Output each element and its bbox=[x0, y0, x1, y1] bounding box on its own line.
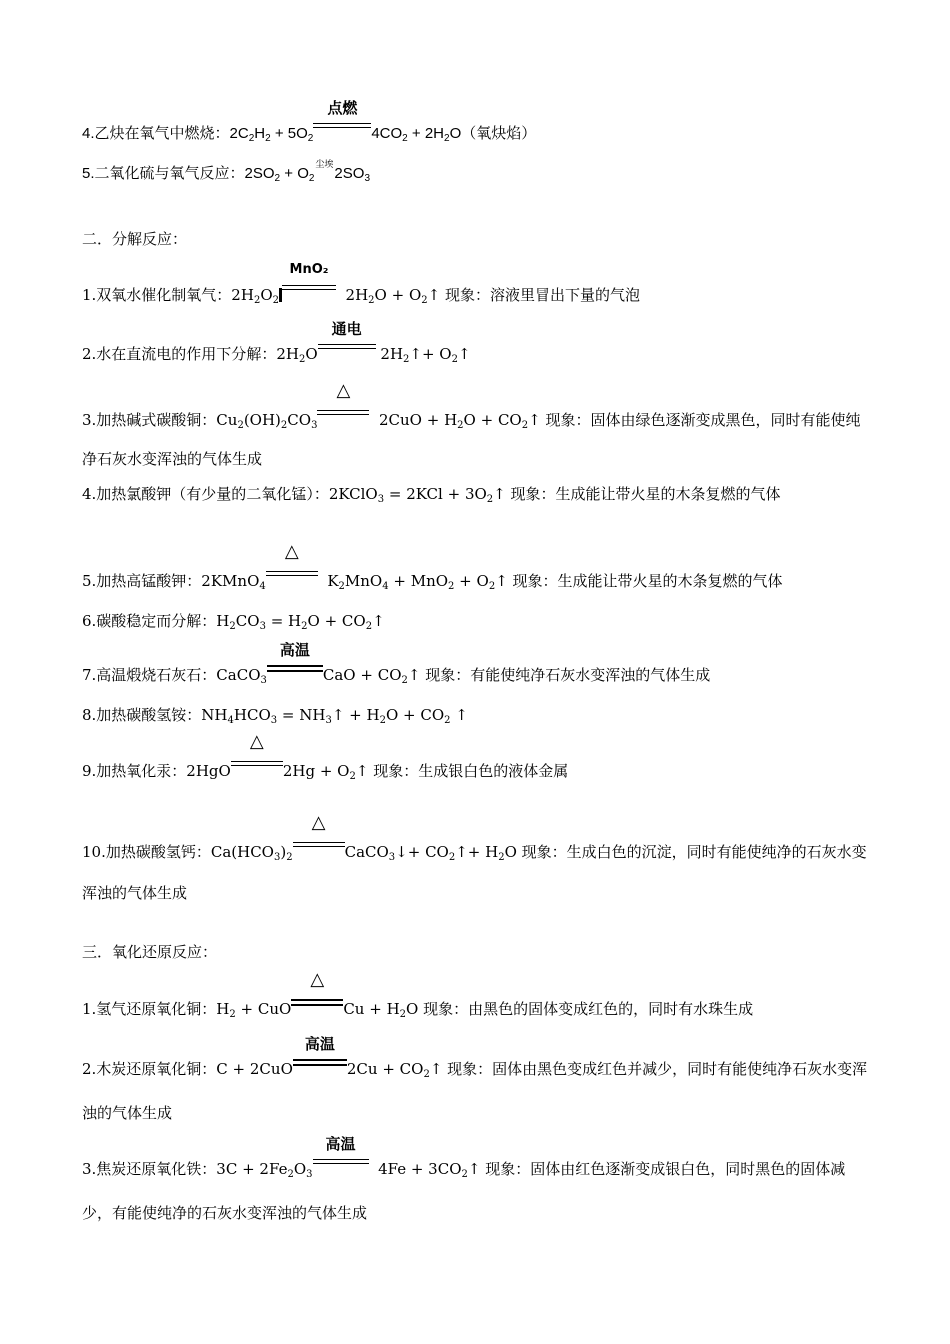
equation-line-acetylene bbox=[82, 99, 872, 145]
subscript: 4 bbox=[259, 581, 266, 592]
equation-line-potassium-chlorate bbox=[82, 476, 872, 513]
condition-label: MnO₂ bbox=[289, 262, 329, 277]
text: + O bbox=[454, 572, 489, 590]
subscript: 2 bbox=[444, 715, 451, 726]
subscript: 3 bbox=[273, 852, 281, 863]
text: O 现象：由黑色的固体变成红色的，同时有水珠生成 bbox=[406, 1000, 754, 1018]
text: O bbox=[260, 286, 273, 304]
text: 2Hg + O bbox=[282, 762, 350, 780]
reaction-condition-arrow bbox=[291, 969, 343, 1014]
text: ↑ 现象：生成银白色的液体金属 bbox=[355, 762, 569, 780]
text: ↑ 现象：生成能让带火星的木条复燃的气体 bbox=[495, 572, 783, 590]
equation-line-water-electrolysis bbox=[82, 320, 872, 365]
subscript: 2 bbox=[498, 852, 505, 863]
text: CO bbox=[287, 411, 312, 429]
reaction-condition-arrow bbox=[293, 812, 345, 857]
condition-label: 高温 bbox=[304, 1035, 335, 1053]
text: = H bbox=[265, 612, 302, 630]
subscript: 2 bbox=[457, 420, 464, 431]
text: 2H bbox=[380, 345, 404, 363]
text: 2H bbox=[345, 286, 369, 304]
subscript: 2 bbox=[421, 295, 428, 306]
text: ↑ 现象：生成能让带火星的木条复燃的气体 bbox=[493, 485, 781, 503]
condition-label: 点燃 bbox=[327, 99, 358, 117]
subscript: 3 bbox=[260, 675, 267, 686]
subscript: 2 bbox=[521, 420, 529, 431]
text: 2SO bbox=[334, 165, 365, 182]
subscript: 2 bbox=[253, 295, 261, 306]
text: 4CO bbox=[371, 125, 403, 142]
subscript: 2 bbox=[401, 675, 408, 686]
subscript: 2 bbox=[448, 581, 455, 592]
reaction-condition-arrow bbox=[267, 641, 323, 680]
subscript: 2 bbox=[301, 621, 308, 632]
equation-line-ammonium-bicarbonate bbox=[82, 704, 872, 726]
reaction-condition-arrow bbox=[313, 1135, 369, 1174]
text: 8.加热碳酸氢铵：NH bbox=[82, 706, 228, 724]
equation-line-basic-copper-carbonate bbox=[82, 380, 872, 479]
equation-line-sulfur-dioxide bbox=[82, 160, 872, 185]
subscript: 3 bbox=[311, 420, 318, 431]
condition-label: 尘埃 bbox=[315, 160, 334, 170]
text: ↑ 现象：固体由绿色逐渐变成黑色，同时有能使纯净石灰水变浑浊的气体生成 bbox=[82, 411, 861, 468]
subscript: 2 bbox=[265, 133, 271, 144]
subscript: 2 bbox=[349, 771, 356, 782]
text: ↑ 现象：溶液里冒出下量的气泡 bbox=[427, 286, 640, 304]
text: ↑+ O bbox=[409, 345, 452, 363]
subscript: 2 bbox=[272, 295, 279, 306]
equation-line-potassium-permanganate bbox=[82, 541, 872, 592]
subscript: 2 bbox=[461, 1169, 468, 1180]
subscript: 2 bbox=[365, 621, 373, 632]
condition-label: △ bbox=[311, 812, 326, 833]
subscript: 3 bbox=[388, 852, 396, 863]
text: ↑ bbox=[450, 706, 468, 724]
subscript: 2 bbox=[237, 420, 244, 431]
condition-label: △ bbox=[336, 380, 351, 401]
text: 2.水在直流电的作用下分解：2H bbox=[82, 345, 299, 363]
text: = NH bbox=[277, 706, 326, 724]
subscript: 2 bbox=[274, 173, 281, 184]
equation-line-mercury-oxide bbox=[82, 731, 872, 782]
text: ↓+ CO bbox=[395, 843, 449, 861]
text: 4.乙炔在氧气中燃烧：2C bbox=[82, 125, 249, 142]
text: 9.加热氧化汞：2HgO bbox=[82, 762, 231, 780]
subscript: 2 bbox=[451, 354, 458, 365]
section-heading-decomposition: 二．分解反应： bbox=[82, 230, 188, 248]
subscript: 3 bbox=[364, 173, 370, 184]
text: ↑ 现象：固体由红色逐渐变成银白色，同时黑色的固体减少，有能使纯净的石灰水变浑浊的气体生成 bbox=[82, 1160, 846, 1222]
text: 5.二氧化硫与氧气反应：2SO bbox=[82, 165, 275, 182]
equation-line-coke-reduction-iron bbox=[82, 1135, 872, 1235]
text: 2CuO + H bbox=[379, 411, 458, 429]
text: O + O bbox=[374, 286, 422, 304]
text: + MnO bbox=[388, 572, 449, 590]
double-line bbox=[266, 571, 318, 576]
condition-label: 高温 bbox=[279, 641, 310, 659]
subscript: 2 bbox=[368, 295, 375, 306]
subscript: 3 bbox=[377, 494, 385, 505]
subscript: 2 bbox=[280, 420, 288, 431]
text: 3.焦炭还原氧化铁：3C + 2Fe bbox=[82, 1160, 288, 1178]
text: (OH) bbox=[243, 411, 281, 429]
subscript: 4 bbox=[382, 581, 389, 592]
condition-label: △ bbox=[284, 541, 299, 562]
text: CaCO bbox=[344, 843, 389, 861]
text: K bbox=[327, 572, 339, 590]
text: 5.加热高锰酸钾：2KMnO bbox=[82, 572, 260, 590]
text: O + CO bbox=[307, 612, 366, 630]
text: 4.加热氯酸钾（有少量的二氧化锰）：2KClO bbox=[82, 485, 378, 503]
text: O 现象：生成白色的沉淀，同时有能使纯净的石灰水变浑浊的气体生成 bbox=[82, 843, 867, 902]
text: CaO + CO bbox=[322, 666, 402, 684]
condition-label: △ bbox=[310, 969, 325, 990]
text: 6.碳酸稳定而分解：H bbox=[82, 612, 230, 630]
equation-line-calcium-bicarbonate bbox=[82, 812, 872, 914]
text: H bbox=[254, 125, 266, 142]
subscript: 2 bbox=[229, 1009, 236, 1020]
text: O + CO bbox=[385, 706, 445, 724]
subscript: 2 bbox=[248, 133, 255, 144]
double-line bbox=[291, 999, 343, 1006]
condition-label: △ bbox=[249, 731, 264, 752]
text: 2.木炭还原氧化铜：C + 2CuO bbox=[82, 1060, 293, 1078]
text: = 2KCl + 3O bbox=[384, 485, 487, 503]
reaction-condition-arrow bbox=[317, 380, 369, 425]
section-heading-redox: 三．氧化还原反应： bbox=[82, 943, 218, 961]
double-line bbox=[317, 410, 369, 415]
equation-line-limestone bbox=[82, 641, 872, 686]
text: O bbox=[305, 345, 318, 363]
text: + O bbox=[280, 165, 309, 182]
subscript: 2 bbox=[488, 581, 496, 592]
text: MnO bbox=[344, 572, 383, 590]
double-line bbox=[313, 1159, 369, 1164]
reaction-condition-arrow bbox=[314, 160, 334, 178]
subscript: 3 bbox=[306, 1169, 313, 1180]
subscript: 2 bbox=[403, 354, 410, 365]
text: Cu + H bbox=[343, 1000, 400, 1018]
subscript: 2 bbox=[286, 852, 293, 863]
text: O + CO bbox=[463, 411, 522, 429]
subscript: 2 bbox=[444, 133, 450, 144]
text: 10.加热碳酸氢钙：Ca(HCO bbox=[82, 843, 274, 861]
reaction-condition-arrow bbox=[282, 262, 336, 300]
text: 1.双氧水催化制氧气：2H bbox=[82, 286, 254, 304]
subscript: 3 bbox=[325, 715, 332, 726]
text: 3.加热碱式碳酸铜：Cu bbox=[82, 411, 238, 429]
double-line bbox=[293, 1059, 347, 1066]
reaction-condition-arrow bbox=[318, 320, 376, 359]
double-line bbox=[282, 285, 336, 290]
equation-line-carbonic-acid bbox=[82, 610, 872, 632]
text: ↑ + H bbox=[331, 706, 380, 724]
text: ↑ bbox=[457, 345, 471, 363]
subscript: 4 bbox=[227, 715, 234, 726]
subscript: 2 bbox=[402, 133, 408, 144]
subscript: 2 bbox=[298, 354, 306, 365]
text: O（氧炔焰） bbox=[449, 125, 537, 142]
equation-line-carbon-reduction-copper bbox=[82, 1035, 872, 1135]
double-line bbox=[313, 123, 371, 128]
reaction-condition-arrow bbox=[313, 99, 371, 138]
text: + 5O bbox=[270, 125, 308, 142]
condition-label: 通电 bbox=[331, 320, 362, 338]
double-line bbox=[267, 665, 323, 672]
subscript: 2 bbox=[486, 494, 494, 505]
subscript: 3 bbox=[259, 621, 266, 632]
subscript: 2 bbox=[287, 1169, 294, 1180]
subscript: 2 bbox=[423, 1069, 430, 1080]
text: ↑ bbox=[372, 612, 385, 630]
text: CO bbox=[235, 612, 260, 630]
reaction-condition-arrow bbox=[231, 731, 283, 776]
reaction-condition-arrow bbox=[293, 1035, 347, 1074]
subscript: 2 bbox=[338, 581, 345, 592]
subscript: 2 bbox=[448, 852, 456, 863]
text: HCO bbox=[233, 706, 271, 724]
reaction-condition-arrow bbox=[266, 541, 318, 586]
text: 2Cu + CO bbox=[346, 1060, 424, 1078]
text: ) bbox=[280, 843, 287, 861]
equation-line-hydrogen-reduction bbox=[82, 969, 872, 1020]
double-line bbox=[318, 344, 376, 349]
subscript: 2 bbox=[307, 133, 314, 144]
subscript: 2 bbox=[308, 173, 315, 184]
double-line bbox=[231, 761, 283, 766]
text: 4Fe + 3CO bbox=[378, 1160, 462, 1178]
text: ↑ 现象：固体由黑色变成红色并减少，同时有能使纯净石灰水变浑浊的气体生成 bbox=[82, 1060, 868, 1122]
text: ↑+ H bbox=[455, 843, 499, 861]
text: + 2H bbox=[407, 125, 445, 142]
text: + CuO bbox=[235, 1000, 292, 1018]
text: 1.氢气还原氧化铜：H bbox=[82, 1000, 230, 1018]
text: O bbox=[293, 1160, 307, 1178]
text: ↑ 现象：有能使纯净石灰水变浑浊的气体生成 bbox=[407, 666, 711, 684]
equation-line-hydrogen-peroxide bbox=[82, 262, 872, 306]
subscript: 2 bbox=[229, 621, 236, 632]
text: 7.高温煅烧石灰石：CaCO bbox=[82, 666, 261, 684]
subscript: 3 bbox=[270, 715, 278, 726]
double-line bbox=[293, 842, 345, 847]
subscript: 2 bbox=[399, 1009, 407, 1020]
condition-label: 高温 bbox=[325, 1135, 356, 1153]
subscript: 2 bbox=[379, 715, 386, 726]
